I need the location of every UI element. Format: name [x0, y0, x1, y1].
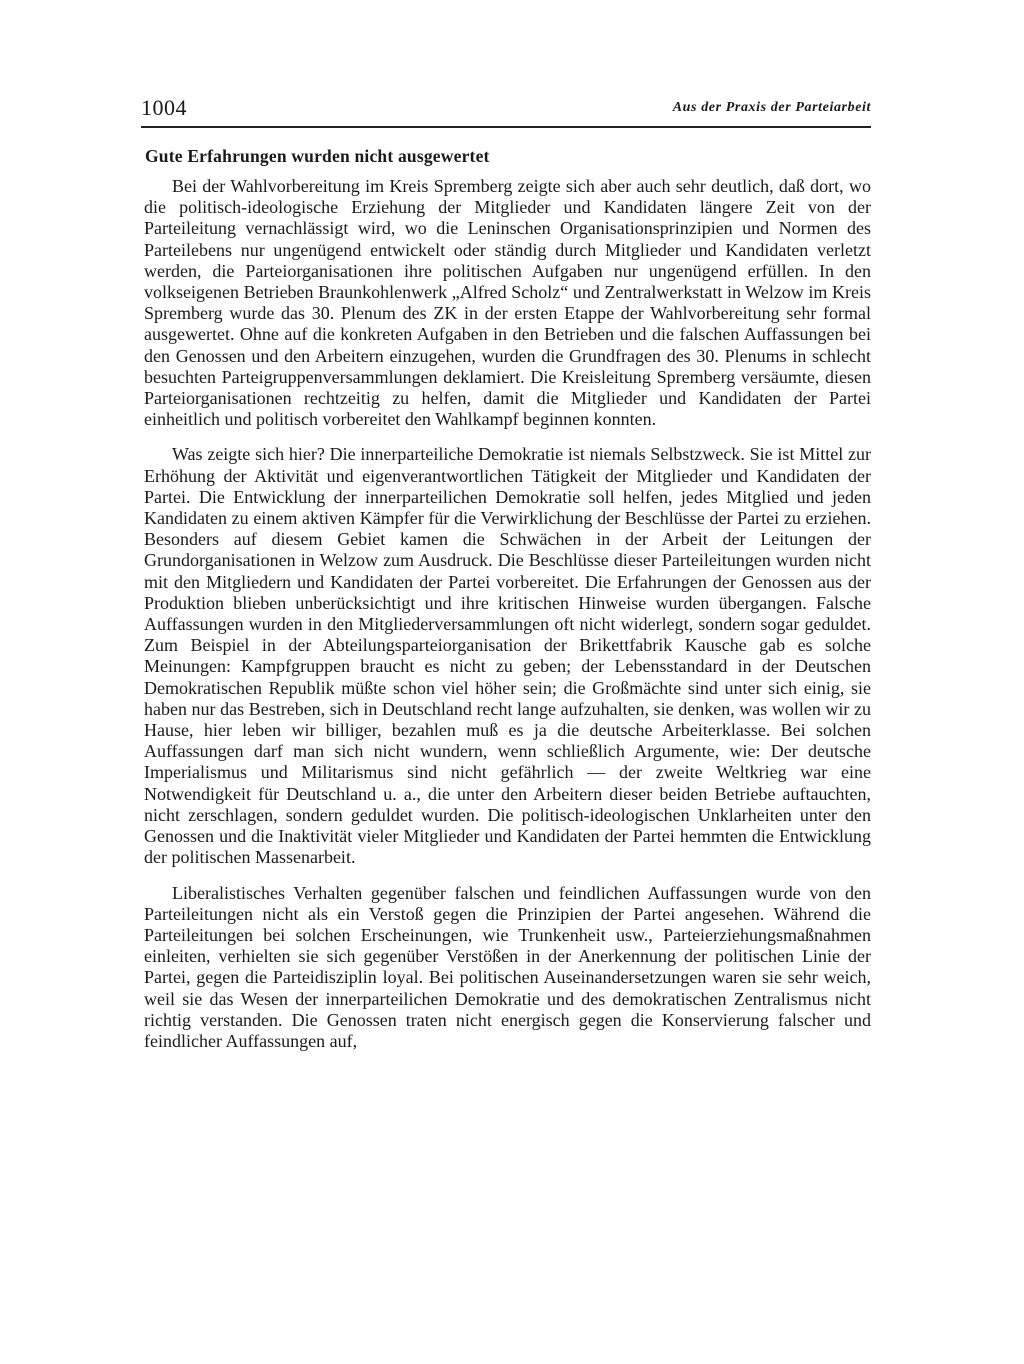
section-heading: Gute Erfahrungen wurden nicht ausgewertet	[145, 146, 490, 166]
paragraph-2: Was zeigte sich hier? Die innerparteiliche Demokratie ist niemals Selbstzweck. Sie ist Mittel zur Erhöhung der Aktivität und eigenverantwortlichen Tätigkeit der Mitglieder und Kandidaten der Partei. Die Entwicklung der innerparteilichen Demokratie soll helfen, jedes Mitglied und jeden Kandidaten zu einem aktiven Kämpfer für die Verwirklichung der Beschlüsse der Partei zu erziehen. Besonders auf diesem Gebiet kamen die Schwächen in der Arbeit der Leitungen der Grundorganisationen in Welzow zum Ausdruck. Die Beschlüsse dieser Parteileitungen wurden nicht mit den Mitgliedern und Kandidaten der Partei vorbereitet. Die Erfahrungen der Genossen aus der Produktion blieben unberücksichtigt und ihre kritischen Hinweise wurden übergangen. Falsche Auffassungen wurden in den Mitgliederversammlungen oft nicht widerlegt, sondern sogar geduldet. Zum Beispiel in der Abteilungsparteiorganisation der Brikettfabrik Kausche gab es solche Meinungen: Kampfgruppen braucht es nicht zu geben; der Lebensstandard in der Deutschen Demokratischen Republik müßte schon viel höher sein; die Großmächte sind unter sich einig, sie haben nur das Bestreben, sich in Deutschland recht lange aufzuhalten, sie denken, was wollen wir zu Hause, hier leben wir billiger, bezahlen muß es ja die deutsche Arbeiterklasse. Bei solchen Auffassungen darf man sich nicht wundern, wenn schließlich Argumente, wie: Der deutsche Imperialismus und Militarismus sind nicht gefährlich — der zweite Weltkrieg war eine Notwendigkeit für Deutschland u. a., die unter den Arbeitern dieser beiden Betriebe auftauchten, nicht zerschlagen, sondern geduldet wurden. Die politisch-ideologischen Unklarheiten unter den Genossen und die Inaktivität vieler Mitglieder und Kandidaten der Partei hemmten die Entwicklung der politischen Massenarbeit.	[144, 444, 871, 868]
body-text	[144, 176, 871, 1066]
paragraph-1: Bei der Wahlvorbereitung im Kreis Spremberg zeigte sich aber auch sehr deutlich, daß dort, wo die politisch-ideologische Erziehung der Mitglieder und Kandidaten längere Zeit von der Parteileitung vernachlässigt wird, wo die Leninschen Organisationsprinzipien und Normen des Parteilebens nur ungenügend entwickelt oder ständig durch Mitglieder und Kandidaten verletzt werden, die Parteiorganisationen ihre politischen Aufgaben nur ungenügend erfüllen. In den volkseigenen Betrieben Braunkohlenwerk „Alfred Scholz“ und Zentralwerkstatt in Welzow im Kreis Spremberg wurde das 30. Plenum des ZK in der ersten Etappe der Wahlvorbereitung sehr formal ausgewertet. Ohne auf die konkreten Aufgaben in den Betrieben und die falschen Auffassungen bei den Genossen und den Arbeitern einzugehen, wurden die Grundfragen des 30. Plenums in schlecht besuchten Parteigruppenversammlungen deklamiert. Die Kreisleitung Spremberg versäumte, diesen Parteiorganisationen rechtzeitig zu helfen, damit die Mitglieder und Kandidaten der Partei einheitlich und politisch vorbereitet den Wahlkampf beginnen konnten.	[144, 176, 871, 430]
page-header	[141, 95, 871, 121]
header-rule	[141, 126, 871, 128]
page-number: 1004	[141, 95, 187, 120]
paragraph-3: Liberalistisches Verhalten gegenüber falschen und feindlichen Auffassungen wurde von den Parteileitungen nicht als ein Verstoß gegen die Prinzipien der Partei angesehen. Während die Parteileitungen bei solchen Erscheinungen, wie Trunkenheit usw., Parteierziehungsmaßnahmen einleiten, verhielten sie sich gegenüber Verstößen in der Anerkennung der politischen Linie der Partei, gegen die Parteidisziplin loyal. Bei politischen Auseinandersetzungen waren sie sehr weich, weil sie das Wesen der innerparteilichen Demokratie und des demokratischen Zentralismus nicht richtig verstanden. Die Genossen traten nicht energisch gegen die Konservierung falscher und feindlicher Auffassungen auf,	[144, 882, 871, 1051]
running-title: Aus der Praxis der Parteiarbeit	[672, 100, 871, 115]
